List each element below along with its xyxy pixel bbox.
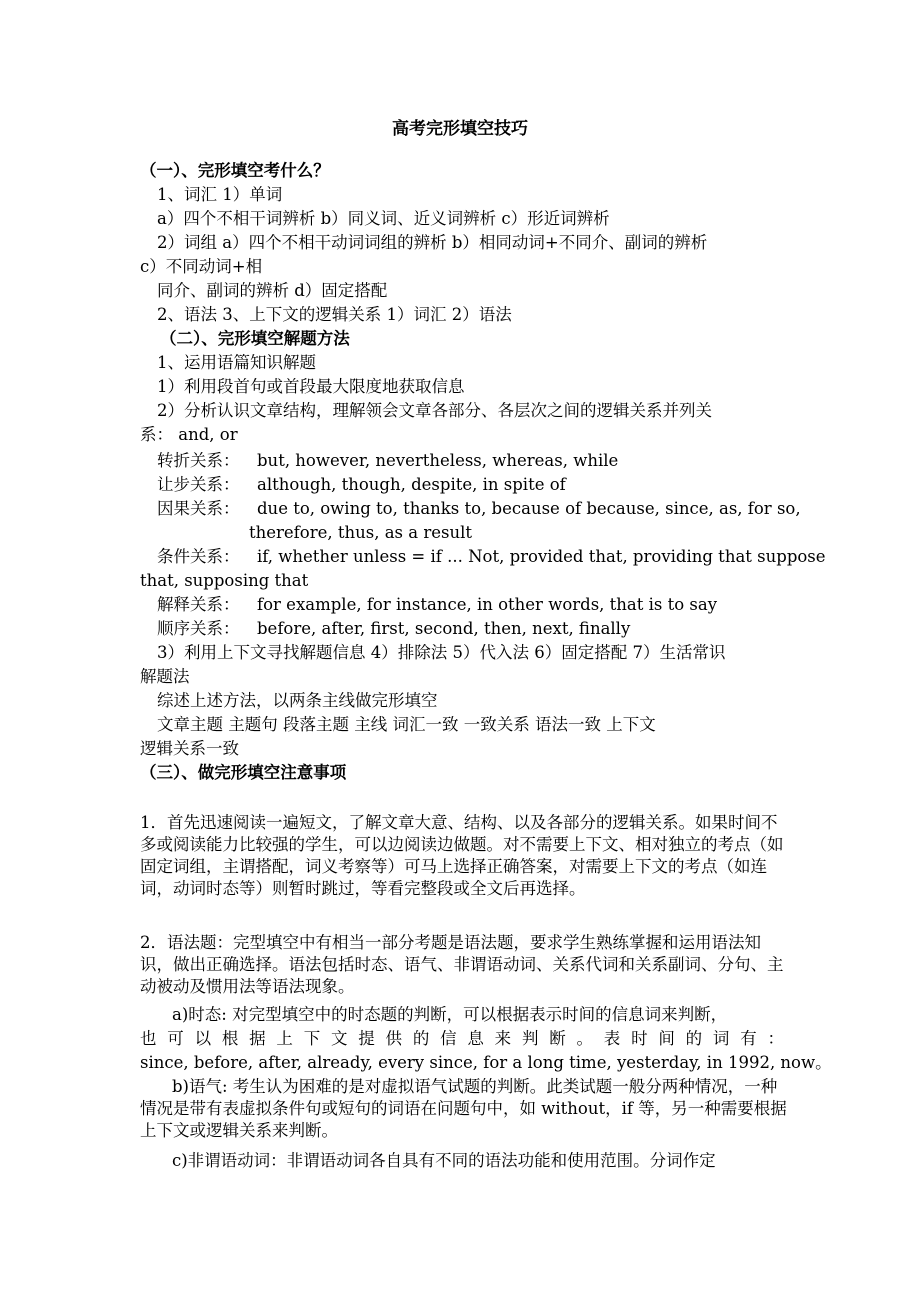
s2-line-7: 综述上述方法，以两条主线做完形填空 xyxy=(157,691,438,710)
relation-row xyxy=(157,594,717,616)
s2-line-2: 1）利用段首句或首段最大限度地获取信息 xyxy=(157,377,465,396)
relation-label: 让步关系： xyxy=(157,475,240,494)
relation-label: 顺序关系： xyxy=(157,619,240,638)
paragraph-4: b)语气: 考生认为困难的是对虚拟语气试题的判断。此类试题一般分两种情况，一种情况是带有表虚拟条件句或短句的词语在问题句中，如 without，if 等，另一种需要根据上下文或逻辑关系来判断。 xyxy=(140,1077,787,1140)
paragraph-3-line-2: 也 可 以 根 据 上 下 文 提 供 的 信 息 来 判 断 。 表 时 间 的 词 有 ： xyxy=(140,1029,784,1048)
paragraph-3-line-3: since, before, after, already, every since, for a long time, yesterday, in 1992, now。 xyxy=(140,1053,832,1072)
s2-line-4: 系： and, or xyxy=(140,425,238,444)
relation-continuation: that, supposing that xyxy=(140,571,309,590)
section-1-heading: （一）、完形填空考什么？ xyxy=(140,161,330,180)
relation-row xyxy=(157,450,618,472)
s2-line-3: 2）分析认识文章结构，理解领会文章各部分、各层次之间的逻辑关系并列关 xyxy=(157,401,712,420)
relation-words: if, whether unless = if ... Not, provided that, providing that suppose xyxy=(257,547,826,566)
s1-line-1: 1、词汇 1）单词 xyxy=(157,185,283,204)
s2-line-5: 3）利用上下文寻找解题信息 4）排除法 5）代入法 6）固定搭配 7）生活常识 xyxy=(157,643,726,662)
paragraph-1: 1．首先迅速阅读一遍短文，了解文章大意、结构、以及各部分的逻辑关系。如果时间不多或阅读能力比较强的学生，可以边阅读边做题。对不需要上下文、相对独立的考点（如固定词组，主谓搭配，词义考察等）可马上选择正确答案，对需要上下文的考点（如连词，动词时态等）则暂时跳过，等看完整段或全文后再选择。 xyxy=(140,813,784,898)
s1-line-4: c）不同动词+相 xyxy=(140,257,263,276)
s2-line-8: 文章主题 主题句 段落主题 主线 词汇一致 一致关系 语法一致 上下文 xyxy=(157,715,656,734)
relation-words: but, however, nevertheless, whereas, while xyxy=(257,451,619,470)
document-title: 高考完形填空技巧 xyxy=(392,119,528,139)
relation-row xyxy=(157,498,801,520)
relation-row xyxy=(157,618,630,640)
s2-line-6: 解题法 xyxy=(140,667,190,686)
relation-words: although, though, despite, in spite of xyxy=(257,475,566,494)
s2-line-1: 1、运用语篇知识解题 xyxy=(157,353,316,372)
s1-line-5: 同介、副词的辨析 d）固定搭配 xyxy=(157,281,388,300)
relation-words: due to, owing to, thanks to, because of because, since, as, for so, xyxy=(257,499,801,518)
paragraph-3-line-1: a)时态: 对完型填空中的时态题的判断，可以根据表示时间的信息词来判断， xyxy=(172,1005,728,1024)
paragraph-5: c)非谓语动词：非谓语动词各自具有不同的语法功能和使用范围。分词作定 xyxy=(172,1151,716,1170)
relation-words: for example, for instance, in other words, that is to say xyxy=(257,595,718,614)
section-3-heading: （三）、做完形填空注意事项 xyxy=(140,763,347,782)
section-2-heading: （二）、完形填空解题方法 xyxy=(160,329,350,348)
s1-line-2: a）四个不相干词辨析 b）同义词、近义词辨析 c）形近词辨析 xyxy=(157,209,610,228)
relation-label: 因果关系： xyxy=(157,499,240,518)
relation-row xyxy=(157,546,826,568)
relation-label: 解释关系： xyxy=(157,595,240,614)
relation-words: before, after, first, second, then, next, finally xyxy=(257,619,631,638)
s2-line-9: 逻辑关系一致 xyxy=(140,739,239,758)
relation-row xyxy=(157,474,566,496)
paragraph-2: 2．语法题：完型填空中有相当一部分考题是语法题，要求学生熟练掌握和运用语法知识，做出正确选择。语法包括时态、语气、非谓语动词、关系代词和关系副词、分句、主动被动及惯用法等语法现象。 xyxy=(140,933,784,996)
s1-line-6: 2、语法 3、上下文的逻辑关系 1）词汇 2）语法 xyxy=(157,305,512,324)
relation-label: 条件关系： xyxy=(157,547,240,566)
s1-line-3: 2）词组 a）四个不相干动词词组的辨析 b）相同动词+不同介、副词的辨析 xyxy=(157,233,708,252)
relation-label: 转折关系： xyxy=(157,451,240,470)
relation-continuation: therefore, thus, as a result xyxy=(249,523,472,542)
